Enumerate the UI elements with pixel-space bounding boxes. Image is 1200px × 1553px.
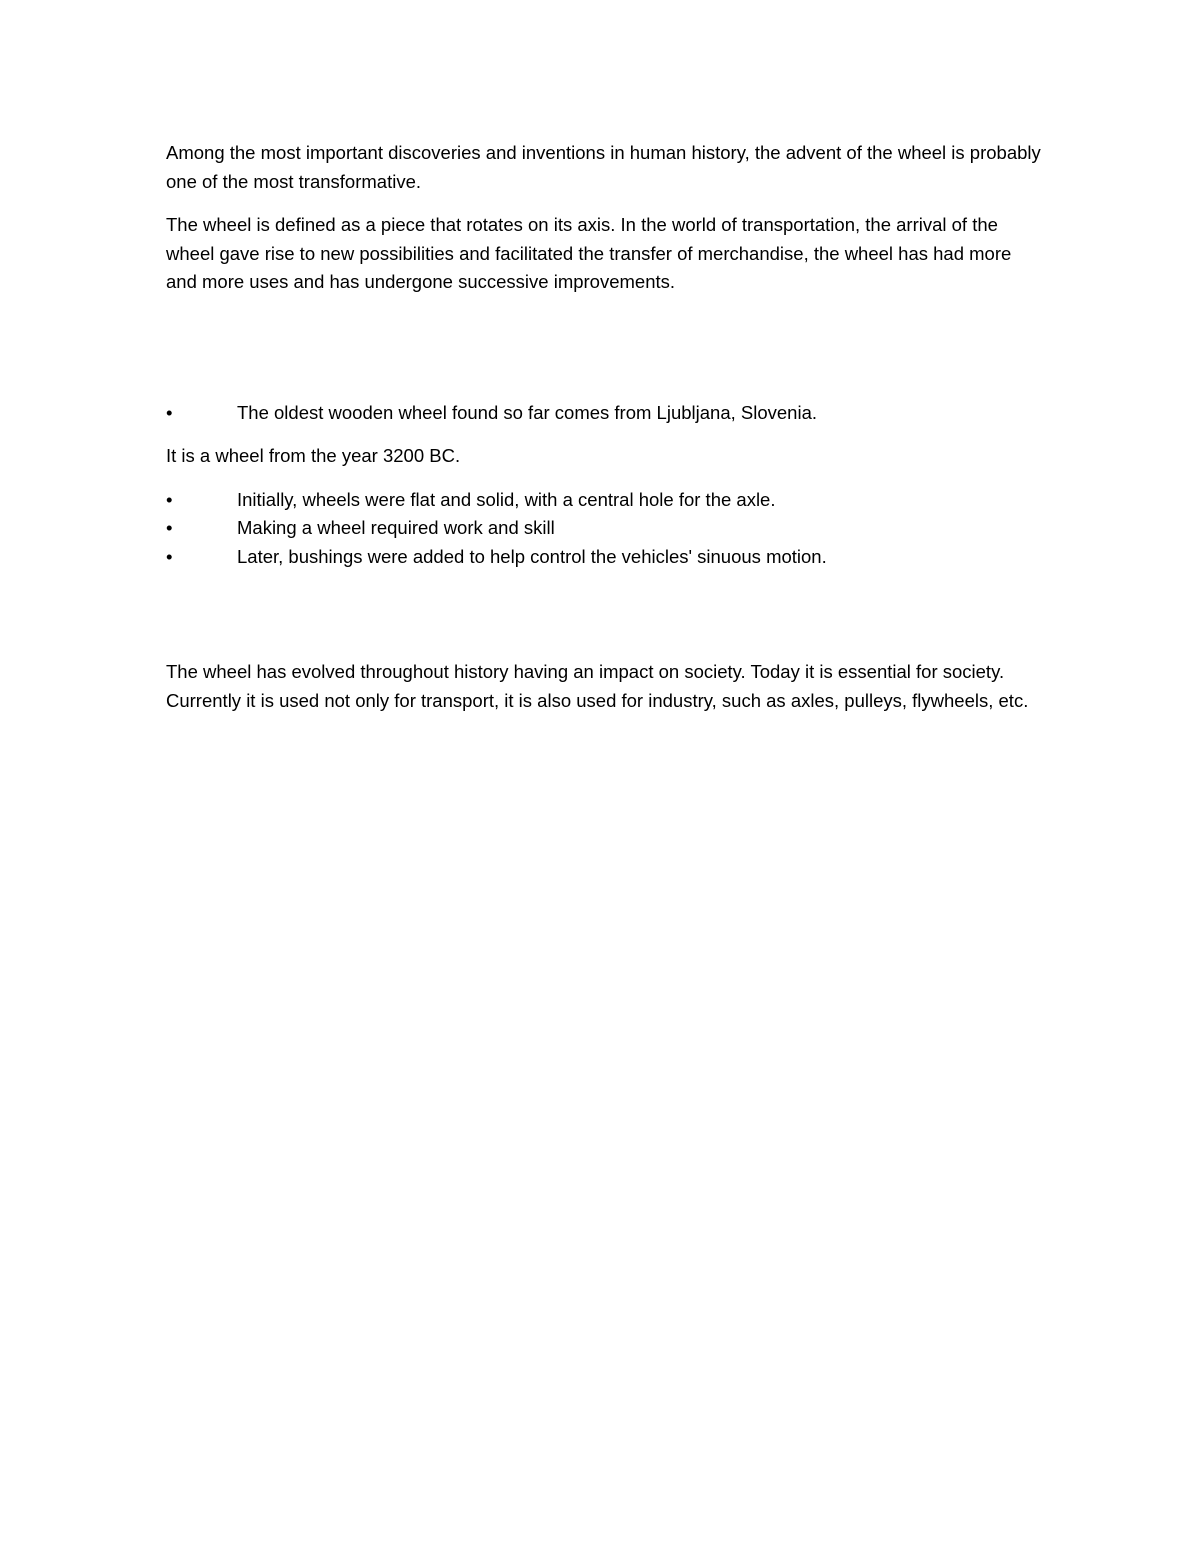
list-item bbox=[166, 543, 1041, 572]
list-item-text: Later, bushings were added to help control the vehicles' sinuous motion. bbox=[237, 545, 827, 567]
list-item-text: Initially, wheels were flat and solid, with a central hole for the axle. bbox=[237, 488, 776, 510]
bullet-list-oldest-wheel bbox=[166, 399, 1041, 428]
document-body bbox=[166, 139, 1041, 715]
list-item bbox=[166, 399, 1041, 428]
list-item-text: The oldest wooden wheel found so far comes from Ljubljana, Slovenia. bbox=[237, 401, 818, 423]
closing-paragraph: The wheel has evolved throughout history having an impact on society. Today it is essential for society. Currently it is used not only for transport, it is also used for industry, such as axles, pulleys, flywheels, etc. bbox=[166, 661, 1029, 711]
list-item-text: Making a wheel required work and skill bbox=[237, 517, 555, 538]
bullet-icon: • bbox=[166, 401, 173, 423]
bullet-list-wheel-development bbox=[166, 486, 1041, 572]
list-item bbox=[166, 514, 1041, 543]
year-paragraph: It is a wheel from the year 3200 BC. bbox=[166, 445, 461, 466]
definition-paragraph: The wheel is defined as a piece that rotates on its axis. In the world of transportation, the arrival of the wheel gave rise to new possibilities and facilitated the transfer of merchandise, the wheel has had more and more uses and has undergone successive improvements. bbox=[166, 214, 1012, 292]
list-item bbox=[166, 486, 1041, 515]
bullet-icon: • bbox=[166, 488, 173, 510]
intro-paragraph: Among the most important discoveries and inventions in human history, the advent of the wheel is probably one of the most transformative. bbox=[166, 142, 1041, 192]
bullet-icon: • bbox=[166, 545, 173, 567]
bullet-icon: • bbox=[166, 517, 173, 538]
